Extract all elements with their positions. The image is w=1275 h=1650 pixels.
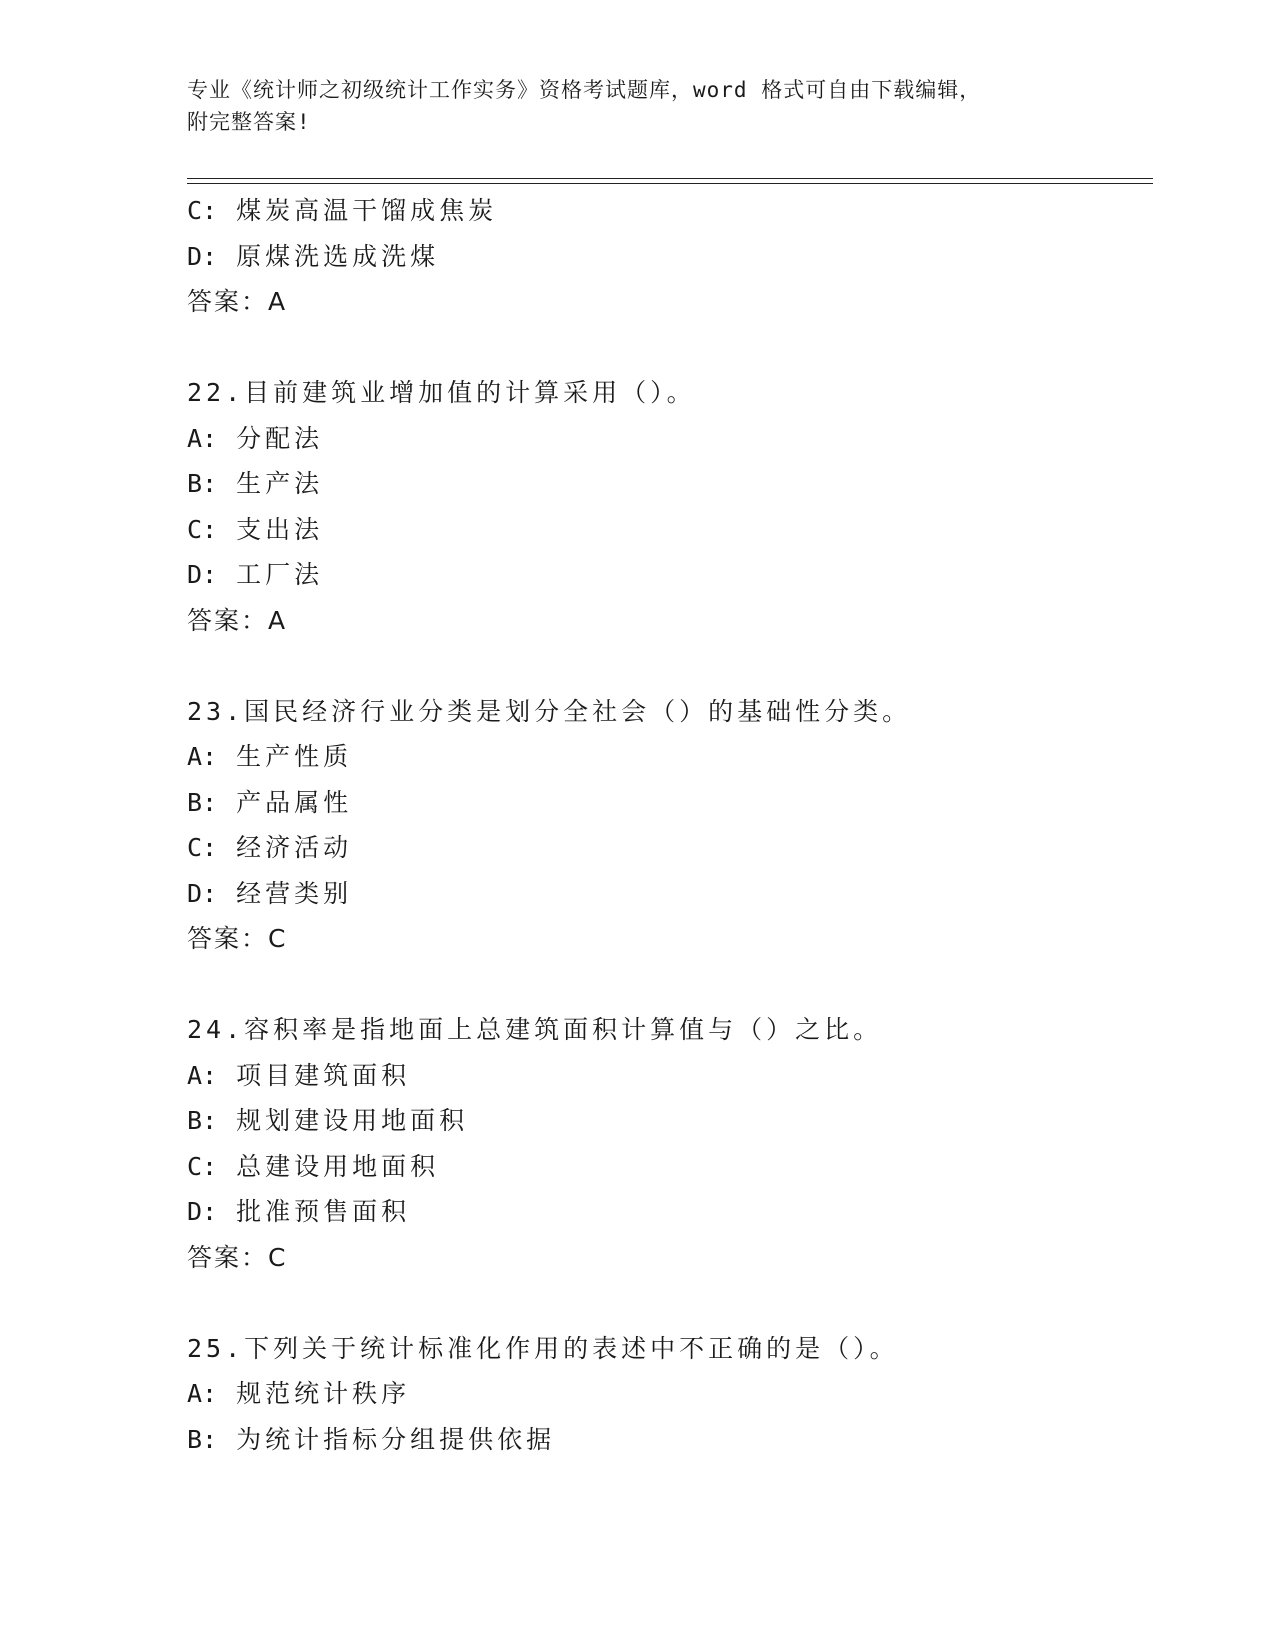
option-letter: C: bbox=[187, 1151, 218, 1181]
option-letter: C: bbox=[187, 514, 218, 544]
question-stem: 25.下列关于统计标准化作用的表述中不正确的是（）。 bbox=[187, 1333, 899, 1363]
question-stem: 24.容积率是指地面上总建筑面积计算值与（）之比。 bbox=[187, 1015, 883, 1044]
option-letter: B: bbox=[187, 1424, 218, 1454]
question-block-22 bbox=[187, 370, 1153, 643]
option-letter: B: bbox=[187, 469, 218, 498]
option-d bbox=[187, 1189, 1153, 1235]
option-letter: B: bbox=[187, 1106, 218, 1135]
document-header bbox=[187, 74, 1087, 138]
answer-line: 答案：A bbox=[187, 287, 288, 316]
option-text: 原煤洗选成洗煤 bbox=[236, 241, 440, 271]
option-b bbox=[187, 461, 1153, 507]
question-block-23 bbox=[187, 689, 1153, 962]
spacer bbox=[187, 325, 1153, 371]
option-text: 工厂法 bbox=[236, 560, 324, 589]
option-letter: D: bbox=[187, 560, 218, 589]
option-letter: D: bbox=[187, 241, 218, 271]
option-b bbox=[187, 1417, 1153, 1463]
option-a bbox=[187, 416, 1153, 462]
option-text: 生产性质 bbox=[236, 742, 353, 771]
option-b bbox=[187, 1098, 1153, 1144]
option-text: 为统计指标分组提供依据 bbox=[236, 1424, 556, 1454]
option-text: 规范统计秩序 bbox=[236, 1379, 411, 1408]
option-text: 项目建筑面积 bbox=[236, 1060, 411, 1090]
option-text: 煤炭高温干馏成焦炭 bbox=[236, 196, 498, 225]
question-list bbox=[187, 188, 1153, 1462]
option-letter: D: bbox=[187, 1197, 218, 1226]
option-a bbox=[187, 734, 1153, 780]
option-letter: B: bbox=[187, 787, 218, 817]
option-c bbox=[187, 1144, 1153, 1190]
option-letter: A: bbox=[187, 742, 218, 771]
question-block-24 bbox=[187, 1007, 1153, 1280]
option-letter: A: bbox=[187, 1060, 218, 1090]
option-a bbox=[187, 1053, 1153, 1099]
option-text: 生产法 bbox=[236, 469, 324, 498]
option-text: 经营类别 bbox=[236, 878, 353, 908]
option-c bbox=[187, 825, 1153, 871]
option-text: 经济活动 bbox=[236, 833, 353, 862]
spacer bbox=[187, 962, 1153, 1008]
answer-line: 答案：C bbox=[187, 924, 288, 953]
option-text: 支出法 bbox=[236, 514, 324, 544]
option-letter: A: bbox=[187, 1379, 218, 1408]
option-c bbox=[187, 507, 1153, 553]
question-block-25 bbox=[187, 1326, 1153, 1463]
answer-line: 答案：C bbox=[187, 1242, 288, 1272]
header-line-2: 附完整答案! bbox=[187, 110, 311, 134]
header-divider-top bbox=[187, 178, 1153, 179]
header-divider-bottom bbox=[187, 183, 1153, 184]
option-d bbox=[187, 871, 1153, 917]
option-letter: C: bbox=[187, 196, 218, 225]
question-stem: 22.目前建筑业增加值的计算采用（）。 bbox=[187, 378, 696, 407]
option-text: 规划建设用地面积 bbox=[236, 1106, 469, 1135]
option-text: 分配法 bbox=[236, 423, 324, 453]
option-c bbox=[187, 188, 1153, 234]
spacer bbox=[187, 1280, 1153, 1326]
option-d bbox=[187, 552, 1153, 598]
option-letter: C: bbox=[187, 833, 218, 862]
option-letter: D: bbox=[187, 878, 218, 908]
option-a bbox=[187, 1371, 1153, 1417]
spacer bbox=[187, 643, 1153, 689]
option-b bbox=[187, 780, 1153, 826]
question-stem: 23.国民经济行业分类是划分全社会（）的基础性分类。 bbox=[187, 696, 912, 726]
option-text: 批准预售面积 bbox=[236, 1197, 411, 1226]
option-text: 总建设用地面积 bbox=[236, 1151, 440, 1181]
option-text: 产品属性 bbox=[236, 787, 353, 817]
option-letter: A: bbox=[187, 423, 218, 453]
option-d bbox=[187, 234, 1153, 280]
header-line-1: 专业《统计师之初级统计工作实务》资格考试题库，word 格式可自由下载编辑， bbox=[187, 78, 982, 102]
question-block-continued bbox=[187, 188, 1153, 325]
answer-line: 答案：A bbox=[187, 605, 288, 635]
